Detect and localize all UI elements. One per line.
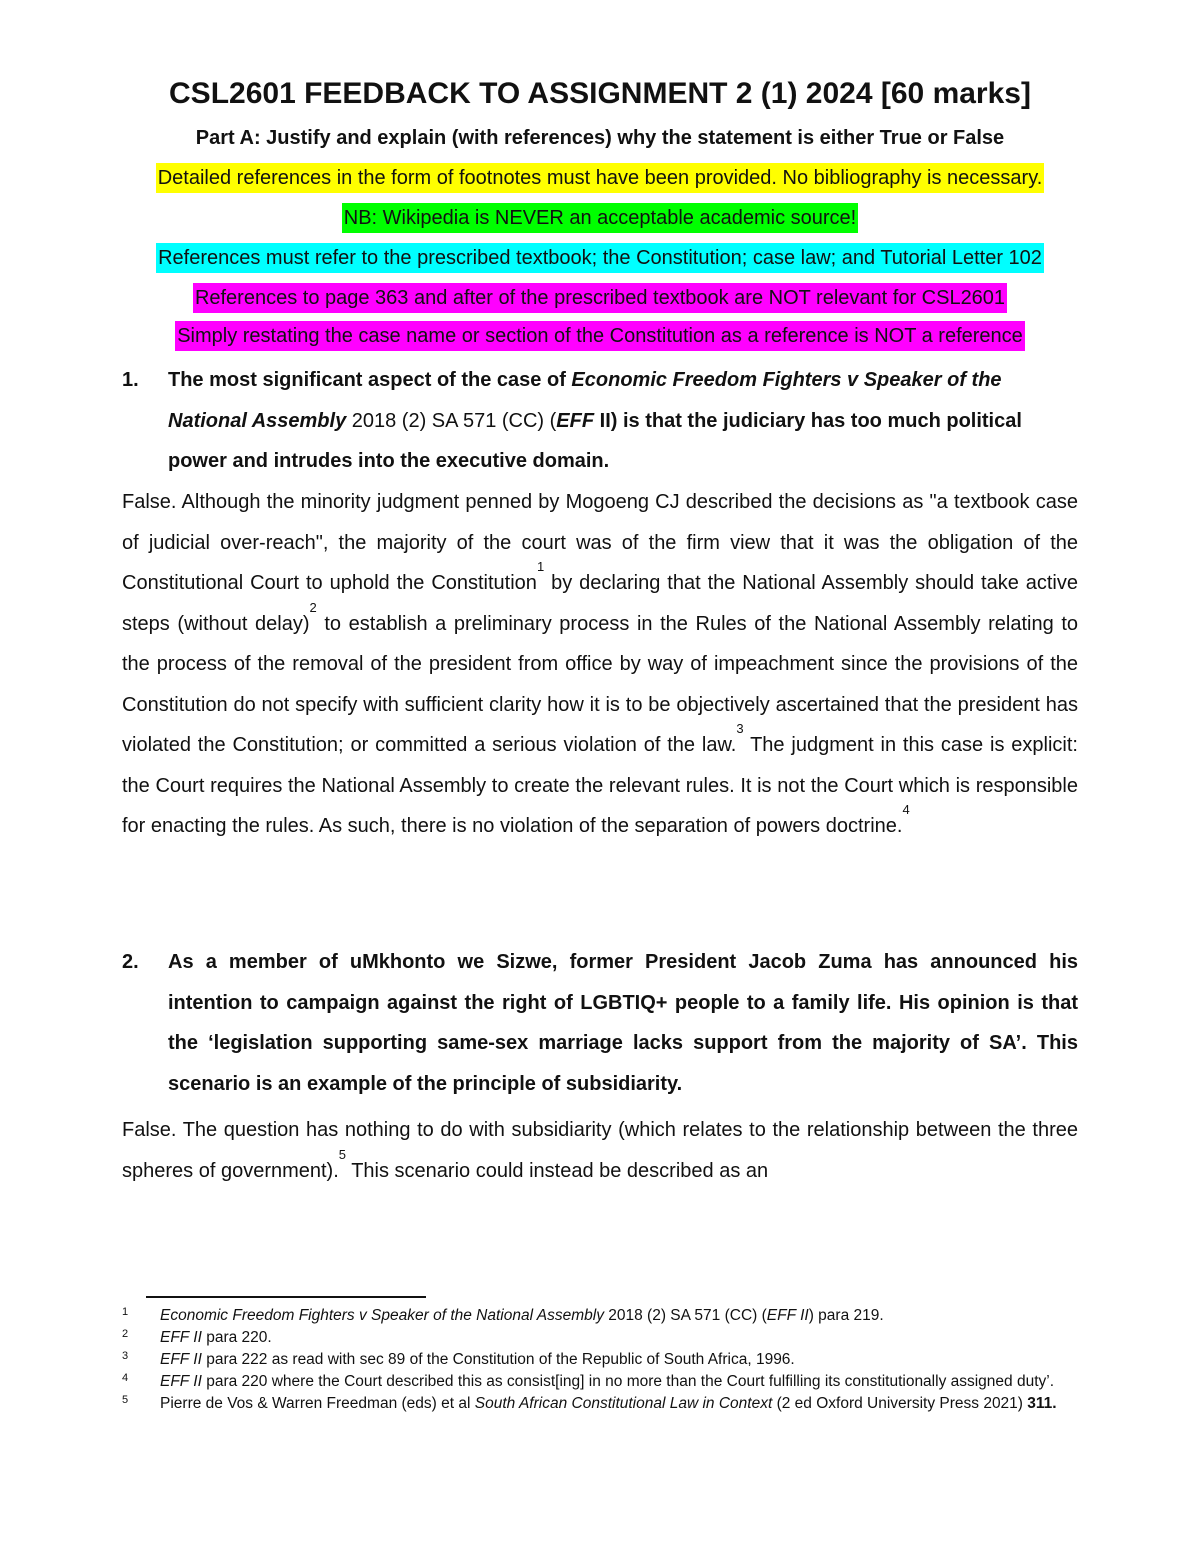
question-number: 2. [122,951,139,973]
case-name: Economic Freedom Fighters v Speaker of the National Assembly [168,369,1002,432]
footnote-number: 4 [122,1372,129,1384]
answer-1 [122,482,1078,847]
note-references [0,238,1200,278]
footnote-text: para 222 as read with sec 89 of the Constitution of the Republic of South Africa, 1996. [201,1351,795,1368]
footnote-page: 311. [1027,1395,1057,1412]
note-text: Detailed references in the form of footnotes must have been provided. No bibliography is necessary. [156,163,1045,193]
footnote-ref[interactable]: 1 [536,559,545,574]
footnote-4 [122,1371,1078,1393]
footnote-italic: EFF II [160,1373,202,1390]
footnote-text: para 220. [201,1329,272,1346]
footnote-number: 5 [122,1394,129,1406]
footnote-text: Pierre de Vos & Warren Freedman (eds) et al [160,1395,475,1412]
part-a-heading: Part A: Justify and explain (with references) why the statement is either True or False [195,127,1005,149]
footnote-ref[interactable]: 4 [902,802,910,817]
footnote-2 [122,1327,1078,1349]
question-text-part: II) is that the judiciary has too much political power and intrudes into the executive domain. [168,409,1022,472]
note-text: NB: Wikipedia is NEVER an acceptable academic source! [342,203,858,233]
footnote-3 [122,1349,1078,1371]
question-text-part: The most significant aspect of the case of [168,369,572,391]
note-footnotes [0,158,1200,198]
footnote-separator [146,1296,426,1298]
footnote-text: (2 ed Oxford University Press 2021) [772,1395,1028,1412]
note-wikipedia [0,198,1200,238]
note-text: References must refer to the prescribed textbook; the Constitution; case law; and Tutorial Letter 102 [156,243,1044,273]
answer-text: This scenario could instead be described as an [346,1159,769,1182]
footnote-ref[interactable]: 2 [309,599,317,615]
case-abbreviation: EFF [556,409,595,432]
answer-text: False. The question has nothing to do with subsidiarity (which relates to the relationship between the three spheres of government). [122,1119,1078,1182]
footnote-number: 3 [122,1350,129,1362]
footnote-number: 2 [122,1328,129,1340]
footnote-ref[interactable]: 5 [338,1146,347,1162]
footnote-text: 2018 (2) SA 571 (CC) ( [603,1307,767,1324]
question-text-part: 2018 (2) SA 571 (CC) ( [346,409,557,432]
footnote-text: ) para 219. [808,1307,884,1324]
footnote-italic: EFF II [766,1307,809,1324]
footnote-5 [122,1393,1078,1415]
footnote-ref[interactable]: 3 [736,721,744,736]
footnote-italic: South African Constitutional Law in Context [474,1395,773,1412]
footnote-italic: Economic Freedom Fighters v Speaker of the National Assembly [160,1307,604,1324]
answer-text: by declaring that the National Assembly should take active steps (without delay) [122,572,1079,635]
footnote-1 [122,1305,1078,1327]
footnote-italic: EFF II [160,1351,202,1368]
answer-text: False. Although the minority judgment penned by Mogoeng CJ described the decisions as "a textbook case of judicial over-reach", the majority of the court was of the firm view that it was the obligation of the Constitutional Court to uphold the Constitution [122,491,1078,594]
footnote-text: para 220 where the Court described this as consist[ing] in no more than the Court fulfilling its constitutionally assigned duty’. [201,1373,1055,1390]
question-number: 1. [122,369,139,391]
note-text: Simply restating the case name or section of the Constitution as a reference is NOT a reference [175,321,1025,351]
note-page-363 [0,278,1200,318]
document-title: CSL2601 FEEDBACK TO ASSIGNMENT 2 (1) 2024 [60 marks] [169,77,1031,110]
footnotes [122,1305,1078,1415]
note-text: References to page 363 and after of the prescribed textbook are NOT relevant for CSL2601 [193,283,1007,313]
answer-2 [122,1110,1078,1191]
question-text: As a member of uMkhonto we Sizwe, former President Jacob Zuma has announced his intention to campaign against the right of LGBTIQ+ people to a family life. His opinion is that the ‘legislation supporting same-sex marriage lacks support from the majority of SA’. This scenario is an example of the principle of subsidiarity. [168,951,1078,1095]
footnote-number: 1 [122,1306,129,1318]
answer-text: to establish a preliminary process in the Rules of the National Assembly relating to the process of the removal of the president from office by way of impeachment since the provisions of the Constitution do not specify with sufficient clarity how it is to be objectively ascertained that the president has violated the Constitution; or committed a serious violation of the law. [122,612,1078,756]
question-1 [122,360,1078,482]
question-text [168,360,1078,482]
note-restating [0,316,1200,356]
answer-text: The judgment in this case is explicit: the Court requires the National Assembly to create the relevant rules. It is not the Court which is responsible for enacting the rules. As such, there is no violation of the separation of powers doctrine. [122,734,1078,837]
question-2 [122,942,1078,1104]
footnote-italic: EFF II [160,1329,202,1346]
